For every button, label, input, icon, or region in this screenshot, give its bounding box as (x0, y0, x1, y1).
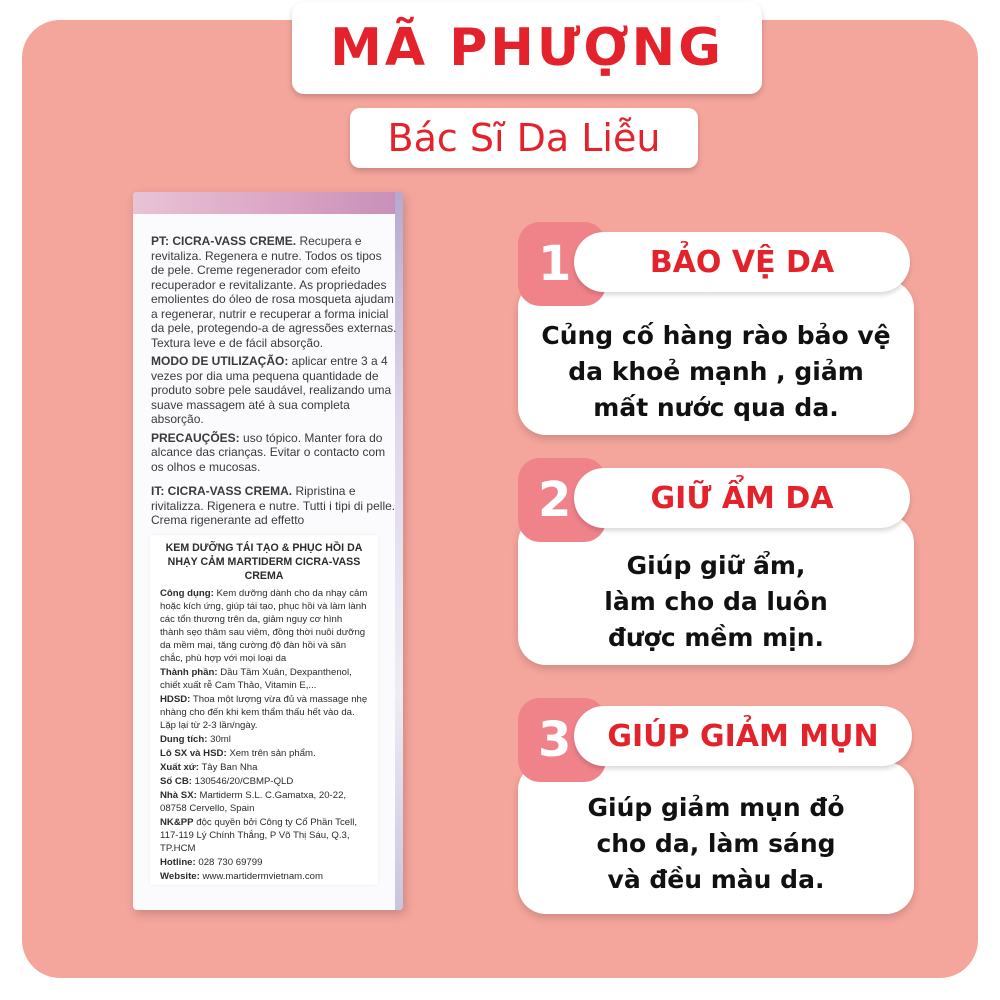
vn-label-line: Nhà SX: Martiderm S.L. C.Gamatxa, 20-22, 08758 Cervello, Spain (160, 790, 347, 814)
feature-3-title-pill (574, 706, 912, 766)
vn-label-line: Số CB: 130546/20/CBMP-QLD (160, 776, 294, 787)
vn-label-title: KEM DƯỠNG TÁI TẠO & PHỤC HỒI DA NHẠY CẢM MARTIDERM CICRA-VASS CREMA (165, 542, 363, 582)
vn-label-line: Lô SX và HSD: Xem trên sản phẩm. (160, 748, 316, 759)
feature-1-line: da khoẻ mạnh , giảm (568, 357, 864, 386)
feature-2-title-pill (574, 468, 910, 528)
brand-banner (292, 2, 762, 94)
brand-subtitle: Bác Sĩ Da Liễu (387, 116, 661, 160)
feature-2-title: GIỮ ẨM DA (650, 480, 834, 516)
modo-body: aplicar entre 3 a 4 vezes por dia uma pequena quantidade de produto sobre pele saudável, realizando uma suave massagem até à sua completa absorção. (151, 354, 392, 426)
it-title: IT: CICRA-VASS CREMA. (151, 484, 293, 498)
modo-title: MODO DE UTILIZAÇÃO: (151, 354, 289, 368)
feature-3-line: cho da, làm sáng (596, 829, 836, 858)
feature-3-line: Giúp giảm mụn đỏ (587, 793, 845, 822)
prec-title: PRECAUÇÕES: (151, 430, 240, 445)
vn-label-line: Thành phần: Dầu Tầm Xuân, Dexpanthenol, chiết xuất rễ Cam Thảo, Vitamin E,... (160, 667, 352, 691)
product-multilingual-text (151, 234, 397, 532)
feature-3-line: và đều màu da. (607, 865, 825, 894)
vn-label-line: Xuất xứ: Tây Ban Nha (160, 762, 258, 773)
prec-body: uso tópico. Manter fora do alcance das crianças. Evitar o contacto com os olhos e mucosas. (151, 430, 386, 474)
vn-label-line: NK&PP độc quyền bởi Công ty Cổ Phần Tcell, 117-119 Lý Chính Thắng, P Võ Thị Sáu, Q.3, TP.HCM (160, 817, 358, 854)
it-body: Ripristina e rivitalizza. Rigenera e nutre. Tutti i tipi di pelle. Crema rigenerante ad effetto (151, 484, 396, 527)
feature-1-number: 1 (538, 236, 572, 292)
vn-label-line: Hotline: 028 730 69799 (160, 857, 263, 868)
product-box-top-edge (133, 192, 403, 214)
vietnamese-product-label (150, 535, 378, 885)
vn-label-line: Website: www.martidermvietnam.com (160, 871, 323, 882)
feature-1-line: mất nước qua da. (593, 393, 839, 422)
feature-1-line: Củng cố hàng rào bảo vệ (541, 321, 891, 350)
vn-label-line: HDSD: Thoa một lượng vừa đủ và massage nhẹ nhàng cho đến khi kem thẩm thấu hết vào da. Lặp lại từ 2-3 lần/ngày. (160, 694, 368, 731)
feature-3-title: GIÚP GIẢM MỤN (607, 718, 879, 754)
feature-2-line: được mềm mịn. (607, 623, 825, 652)
brand-title: MÃ PHƯỢNG (330, 18, 724, 78)
pt-body: Recupera e revitaliza. Regenera e nutre. Todos os tipos de pele. Creme regenerador com efeito recuperador e revitalizante. As propriedades emolientes do óleo de rosa mosqueta ajudam a regenerar, nutrir e recuperar a forma inicial da pele, protegendo-a de agressões externas. Textura leve e de fácil absorção. (151, 234, 397, 350)
vn-label-line: Công dụng: Kem dưỡng dành cho da nhạy cảm hoặc kích ứng, giúp tái tạo, phục hồi và làm lành các tổn thương trên da, giảm nguy cơ hình thành sẹo thâm sau viêm, đồng thời nuôi dưỡng da mềm mại, tăng cường độ đàn hồi và săn chắc, phù hợp với mọi loại da (160, 588, 368, 664)
feature-2-line: làm cho da luôn (604, 587, 828, 616)
feature-1-title: BẢO VỆ DA (649, 244, 835, 280)
feature-2-number: 2 (538, 472, 572, 528)
feature-1-title-pill (574, 232, 910, 292)
feature-2-description (518, 548, 914, 656)
pt-title: PT: CICRA-VASS CREME. (151, 234, 297, 248)
feature-3-description (518, 790, 914, 898)
feature-1-description (518, 318, 914, 426)
feature-3-number: 3 (538, 712, 572, 768)
vn-label-line: Dung tích: 30ml (160, 734, 231, 745)
feature-2-line: Giúp giữ ẩm, (626, 551, 806, 580)
subtitle-banner (350, 108, 698, 168)
